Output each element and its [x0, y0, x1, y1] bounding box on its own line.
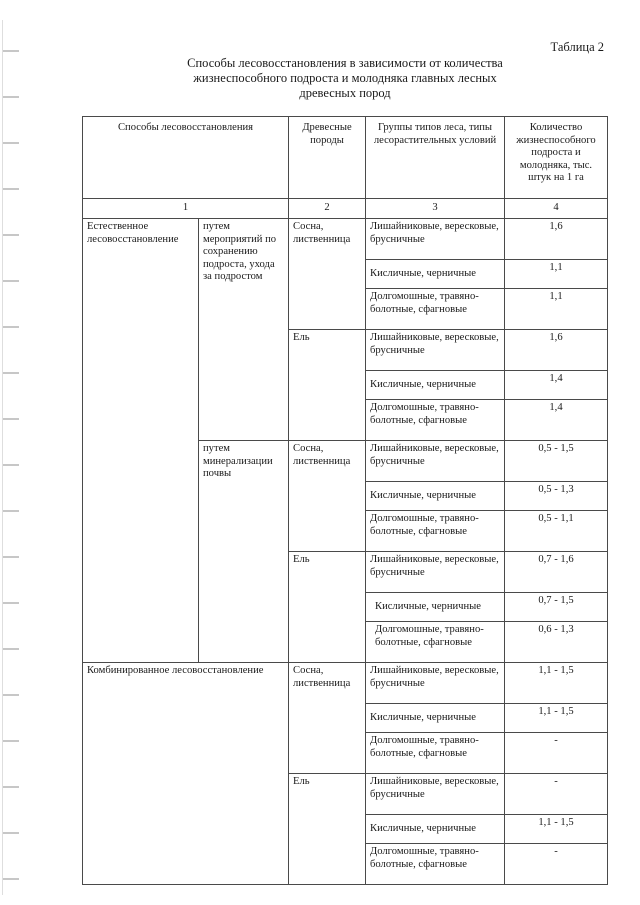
count-value: 0,5 - 1,3 [505, 482, 608, 511]
forest-group-sorrel: Кисличные, черничные [366, 260, 505, 289]
count-value: 0,5 - 1,5 [505, 441, 608, 482]
species-pine-larch: Сосна, лиственница [289, 663, 366, 774]
header-count: Количество жизнеспособного подроста и молодняка, тыс. штук на 1 га [505, 117, 608, 199]
forest-group-bog: Долгомошные, травяно-болотные, сфагновые [366, 622, 505, 663]
forest-group-bog: Долгомошные, травяно-болотные, сфагновые [366, 511, 505, 552]
species-pine-larch: Сосна, лиственница [289, 441, 366, 552]
count-value: 0,7 - 1,5 [505, 593, 608, 622]
count-value: - [505, 844, 608, 885]
forest-group-bog: Долгомошные, травяно-болотные, сфагновые [366, 289, 505, 330]
title-line-3: древесных пород [299, 86, 391, 100]
count-value: - [505, 774, 608, 815]
header-forest-groups: Группы типов леса, типы лесорастительных условий [366, 117, 505, 199]
table-row [83, 219, 608, 260]
count-value: 1,4 [505, 400, 608, 441]
binder-edge-marks [2, 20, 19, 895]
header-row [83, 117, 608, 199]
forest-group-sorrel: Кисличные, черничные [366, 593, 505, 622]
method-natural-sub2: путем минерализации почвы [199, 441, 289, 663]
count-value: 0,6 - 1,3 [505, 622, 608, 663]
forest-group-sorrel: Кисличные, черничные [366, 371, 505, 400]
forest-group-sorrel: Кисличные, черничные [366, 482, 505, 511]
reforestation-table [82, 116, 608, 885]
count-value: 1,1 - 1,5 [505, 815, 608, 844]
forest-group-bog: Долгомошные, травяно-болотные, сфагновые [366, 844, 505, 885]
forest-group-sorrel: Кисличные, черничные [366, 815, 505, 844]
count-value: 0,7 - 1,6 [505, 552, 608, 593]
method-natural-sub1: путем мероприятий по сохранению подроста, ухода за подростом [199, 219, 289, 441]
count-value: 1,1 [505, 260, 608, 289]
header-method: Способы лесовосстановления [83, 117, 289, 199]
table-row [83, 663, 608, 704]
count-value: 0,5 - 1,1 [505, 511, 608, 552]
forest-group-bog: Долгомошные, травяно-болотные, сфагновые [366, 400, 505, 441]
species-pine-larch: Сосна, лиственница [289, 219, 366, 330]
species-spruce: Ель [289, 774, 366, 885]
species-spruce: Ель [289, 552, 366, 663]
column-number: 2 [289, 199, 366, 219]
count-value: 1,1 - 1,5 [505, 663, 608, 704]
column-number: 3 [366, 199, 505, 219]
table-title [150, 56, 540, 101]
method-combined: Комбинированное лесовосстановление [83, 663, 289, 885]
forest-group-lichen: Лишайниковые, вересковые, брусничные [366, 441, 505, 482]
forest-group-lichen: Лишайниковые, вересковые, брусничные [366, 663, 505, 704]
count-value: 1,6 [505, 330, 608, 371]
forest-group-bog: Долгомошные, травяно-болотные, сфагновые [366, 733, 505, 774]
column-number: 1 [83, 199, 289, 219]
column-number: 4 [505, 199, 608, 219]
count-value: 1,1 - 1,5 [505, 704, 608, 733]
species-spruce: Ель [289, 330, 366, 441]
count-value: 1,6 [505, 219, 608, 260]
forest-group-sorrel: Кисличные, черничные [366, 704, 505, 733]
count-value: - [505, 733, 608, 774]
title-line-2: жизнеспособного подроста и молодняка главных лесных [193, 71, 497, 85]
method-natural: Естественное лесовосстановление [83, 219, 199, 663]
forest-group-lichen: Лишайниковые, вересковые, брусничные [366, 330, 505, 371]
forest-group-lichen: Лишайниковые, вересковые, брусничные [366, 219, 505, 260]
header-species: Древесные породы [289, 117, 366, 199]
forest-group-lichen: Лишайниковые, вересковые, брусничные [366, 774, 505, 815]
count-value: 1,1 [505, 289, 608, 330]
table-number: Таблица 2 [550, 40, 604, 54]
column-number-row [83, 199, 608, 219]
count-value: 1,4 [505, 371, 608, 400]
title-line-1: Способы лесовосстановления в зависимости от количества [187, 56, 503, 70]
forest-group-lichen: Лишайниковые, вересковые, брусничные [366, 552, 505, 593]
